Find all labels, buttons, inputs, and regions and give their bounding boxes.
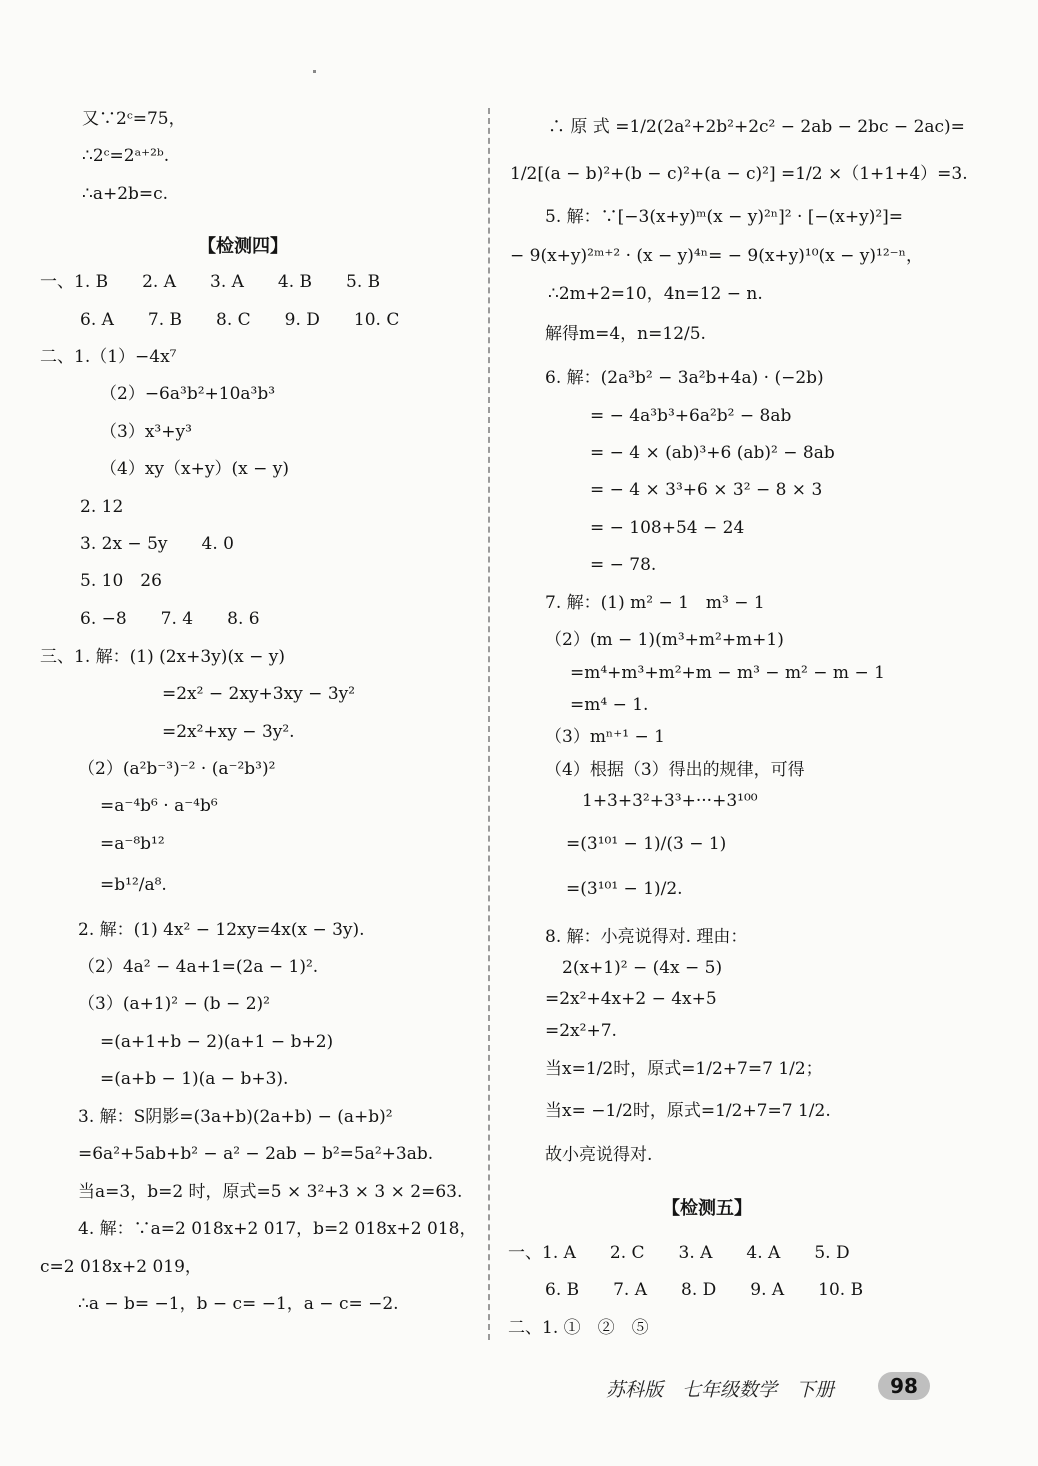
text-line: 三、1. 解：(1) (2x+3y)(x − y)	[40, 647, 285, 667]
text-line: =2x²+7.	[545, 1021, 617, 1041]
text-line: =a⁻⁴b⁶ · a⁻⁴b⁶	[100, 796, 218, 816]
text-line: = − 78.	[590, 555, 657, 575]
section-title-test-5: 【检测五】	[662, 1198, 752, 1219]
text-line: 解得m=4，n=12/5.	[545, 324, 706, 344]
text-line: 3. 2x − 5y 4. 0	[80, 534, 234, 554]
section-title-test-4: 【检测四】	[198, 236, 288, 257]
text-line: 又∵2ᶜ=75，	[82, 109, 186, 129]
text-line: （2）−6a³b²+10a³b³	[100, 384, 276, 404]
text-line: = − 4 × 3³+6 × 3² − 8 × 3	[590, 480, 823, 500]
text-line: 8. 解：小亮说得对. 理由：	[545, 927, 748, 947]
text-line: 6. 解：(2a³b² − 3a²b+4a) · (−2b)	[545, 368, 824, 388]
text-line: = − 4a³b³+6a²b² − 8ab	[590, 406, 792, 426]
text-line: = − 4 × (ab)³+6 (ab)² − 8ab	[590, 443, 835, 463]
text-line: − 9(x+y)²ᵐ⁺² · (x − y)⁴ⁿ= − 9(x+y)¹⁰(x − y)¹²⁻ⁿ，	[510, 246, 923, 266]
text-line: 故小亮说得对.	[545, 1145, 653, 1165]
text-line: 5. 解：∵[−3(x+y)ᵐ(x − y)²ⁿ]² · [−(x+y)²]=	[545, 207, 904, 227]
text-line: =(3¹⁰¹ − 1)/2.	[566, 879, 683, 899]
text-line: =2x² − 2xy+3xy − 3y²	[162, 684, 356, 704]
text-line: =b¹²/a⁸.	[100, 875, 167, 895]
text-line: （3）x³+y³	[100, 422, 192, 442]
text-line: 2. 解：(1) 4x² − 12xy=4x(x − 3y).	[78, 920, 365, 940]
text-line: =2x²+4x+2 − 4x+5	[545, 989, 717, 1009]
text-line: 5. 10 26	[80, 571, 162, 591]
text-line: （3）(a+1)² − (b − 2)²	[78, 994, 270, 1014]
text-line: 二、1. ① ② ⑤	[508, 1318, 649, 1338]
text-line: （3）mⁿ⁺¹ − 1	[545, 727, 665, 747]
text-line: =m⁴ − 1.	[570, 695, 649, 715]
text-line: （4）根据（3）得出的规律，可得	[545, 760, 805, 780]
text-line: 2. 12	[80, 497, 124, 517]
text-line: =m⁴+m³+m²+m − m³ − m² − m − 1	[570, 663, 885, 683]
text-line: ∴a − b= −1，b − c= −1，a − c= −2.	[78, 1294, 399, 1314]
text-line: c=2 018x+2 019，	[40, 1257, 202, 1277]
text-line: 6. A 7. B 8. C 9. D 10. C	[80, 310, 400, 330]
speck-mark	[313, 70, 316, 73]
text-line: ∴2ᶜ=2ᵃ⁺²ᵇ.	[82, 146, 170, 166]
column-divider	[488, 108, 490, 1340]
text-line: 当a=3，b=2 时，原式=5 × 3²+3 × 3 × 2=63.	[78, 1182, 463, 1202]
text-line: 3. 解：S阴影=(3a+b)(2a+b) − (a+b)²	[78, 1107, 393, 1127]
text-line: =(3¹⁰¹ − 1)/(3 − 1)	[566, 834, 727, 854]
text-line: 一、1. A 2. C 3. A 4. A 5. D	[508, 1243, 850, 1263]
text-line: 二、1.（1）−4x⁷	[40, 347, 177, 367]
text-line: 1+3+3²+3³+···+3¹⁰⁰	[582, 791, 758, 811]
text-line: 2(x+1)² − (4x − 5)	[562, 958, 723, 978]
text-line: =6a²+5ab+b² − a² − 2ab − b²=5a²+3ab.	[78, 1144, 434, 1164]
text-line: 6. B 7. A 8. D 9. A 10. B	[545, 1280, 864, 1300]
text-line: （2）4a² − 4a+1=(2a − 1)².	[78, 957, 319, 977]
text-line: ∴2m+2=10，4n=12 − n.	[548, 284, 763, 304]
footer-book-title: 苏科版 七年级数学 下册	[606, 1379, 835, 1401]
page-number-badge: 98	[878, 1372, 930, 1400]
text-line: =(a+1+b − 2)(a+1 − b+2)	[100, 1032, 334, 1052]
text-line: ∴a+2b=c.	[82, 184, 169, 204]
text-line: （2）(a²b⁻³)⁻² · (a⁻²b³)²	[78, 759, 276, 779]
text-line: 当x=1/2时，原式=1/2+7=7 1/2；	[545, 1059, 823, 1079]
text-line: 7. 解：(1) m² − 1 m³ − 1	[545, 593, 765, 613]
text-line: =(a+b − 1)(a − b+3).	[100, 1069, 289, 1089]
text-line: =2x²+xy − 3y².	[162, 722, 295, 742]
text-line: 1/2[(a − b)²+(b − c)²+(a − c)²] =1/2 ×（1+1+4）=3.	[510, 164, 968, 184]
text-line: = − 108+54 − 24	[590, 518, 745, 538]
text-line: 6. −8 7. 4 8. 6	[80, 609, 260, 629]
text-line: 4. 解：∵a=2 018x+2 017，b=2 018x+2 018，	[78, 1219, 477, 1239]
text-line: 一、1. B 2. A 3. A 4. B 5. B	[40, 272, 381, 292]
text-line: （4）xy（x+y）(x − y)	[100, 459, 289, 479]
text-line: =a⁻⁸b¹²	[100, 834, 165, 854]
text-line: ∴ 原 式 =1/2(2a²+2b²+2c² − 2ab − 2bc − 2ac)=	[548, 117, 965, 137]
text-line: （2）(m − 1)(m³+m²+m+1)	[545, 630, 784, 650]
text-line: 当x= −1/2时，原式=1/2+7=7 1/2.	[545, 1101, 831, 1121]
